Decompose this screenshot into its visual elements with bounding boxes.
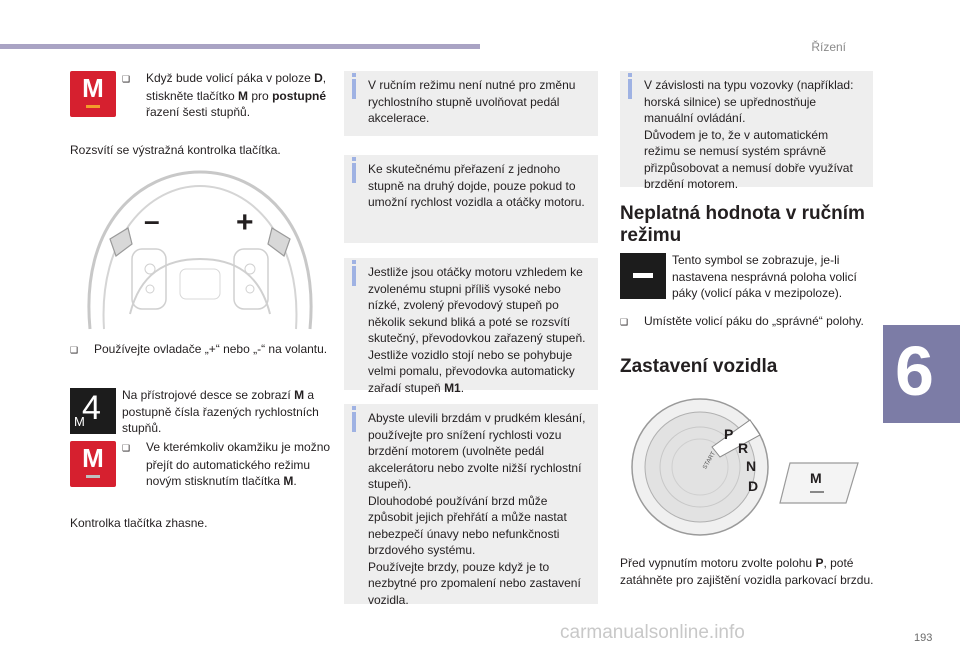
info-icon xyxy=(628,79,632,99)
knob-letter-p: P xyxy=(724,426,734,442)
info-icon xyxy=(352,266,356,286)
heading-invalid-value: Neplatná hodnota v ručním režimu xyxy=(620,203,865,246)
info-icon xyxy=(352,163,356,183)
instruction-correct-position: ❑ Umístěte volicí páku do „správné“ polohy. xyxy=(620,314,864,328)
heading-stopping-vehicle: Zastavení vozidla xyxy=(620,356,778,377)
paddle-plus-label: + xyxy=(236,206,254,239)
m-button-label: M xyxy=(810,470,822,486)
dashboard-gear-icon: 4 M xyxy=(70,388,116,434)
knob-start-label: START xyxy=(702,450,718,471)
page-number: 193 xyxy=(914,632,933,644)
watermark: carmanualsonline.info xyxy=(560,622,745,643)
info-box-road-type: V závislosti na typu vozovky (například: horská silnice) se upřednostňuje manuální ovládání. Důvodem je to, že v automatickém režimu se nemusí systém správně přizpůsobovat a nemusí dobře využívat brzdění motorem. xyxy=(620,71,873,187)
paddle-minus-label: – xyxy=(144,205,160,236)
info-box-engine-braking: Abyste ulevili brzdám v prudkém klesání, používejte pro snížení rychlosti vozu brzdění motorem (uvolněte pedál akcelerátoru nebo zvolte nižší rychlostní stupeň). Dlouhodobé používání brzd může způsobit jejich přehřátí a může nastat nebezpečí únavy nebo nefunkčnosti brzdového systému. Používejte brzdy, pouze když je to nezbytné pro zpomalení nebo zastavení vozidla. xyxy=(344,404,598,604)
info-box-no-release: V ručním režimu není nutné pro změnu rychlostního stupně uvolňovat pedál akcelerace. xyxy=(344,71,598,136)
header-bar xyxy=(0,44,480,49)
knob-letter-n: N xyxy=(746,458,757,474)
gear-selector-illustration xyxy=(620,395,873,545)
steering-wheel-illustration xyxy=(70,164,330,334)
instruction-use-paddles: ❑ Používejte ovladače „+“ nebo „-“ na volantu. xyxy=(70,342,328,356)
lamp-off-text: Kontrolka tlačítka zhasne. xyxy=(70,516,208,530)
invalid-position-icon xyxy=(620,253,666,299)
knob-letter-d: D xyxy=(748,478,759,494)
info-icon xyxy=(352,412,356,432)
stopping-instruction: Před vypnutím motoru zvolte polohu P, poté zatáhněte pro zajištění vozidla parkovací brzdu. xyxy=(620,556,874,587)
section-title: Řízení xyxy=(811,40,846,54)
dashboard-display-text: Na přístrojové desce se zobrazí M a postupně čísla řazených rychlostních stupňů. xyxy=(122,388,319,435)
manual-mode-m-icon: M xyxy=(70,71,116,117)
info-box-actual-shift: Ke skutečnému přeřazení z jednoho stupně na druhý dojde, pouze pokud to umožní rychlost vozidla a otáčky motoru. xyxy=(344,155,598,243)
chapter-number: 6 xyxy=(895,332,934,410)
info-icon xyxy=(352,79,356,99)
knob-letter-r: R xyxy=(738,440,749,456)
instruction-return-auto: ❑ Ve kterémkoliv okamžiku je možno přejít do automatického režimu novým stisknutím tlačítka M. xyxy=(122,440,331,488)
invalid-symbol-text: Tento symbol se zobrazuje, je-li nastavena nesprávná poloha volicí páky (volicí páka v mezipoloze). xyxy=(672,253,857,300)
manual-mode-m-off-icon: M xyxy=(70,441,116,487)
instruction-select-manual: ❑ Když bude volicí páka v poloze D, stiskněte tlačítko M pro postupné řazení šesti stupňů. xyxy=(122,71,327,119)
lamp-on-text: Rozsvítí se výstražná kontrolka tlačítka. xyxy=(70,143,281,157)
info-box-rpm-blink: Jestliže jsou otáčky motoru vzhledem ke zvolenému stupni příliš vysoké nebo nízké, zvolený převodový stupeň po několik sekund bliká a poté se rozsvítí skutečný, převodovkou zařazený stupeň. Jestliže vozidlo stojí nebo se pohybuje velmi pomalu, převodovka automaticky zařadí stupeň M1. xyxy=(344,258,598,390)
